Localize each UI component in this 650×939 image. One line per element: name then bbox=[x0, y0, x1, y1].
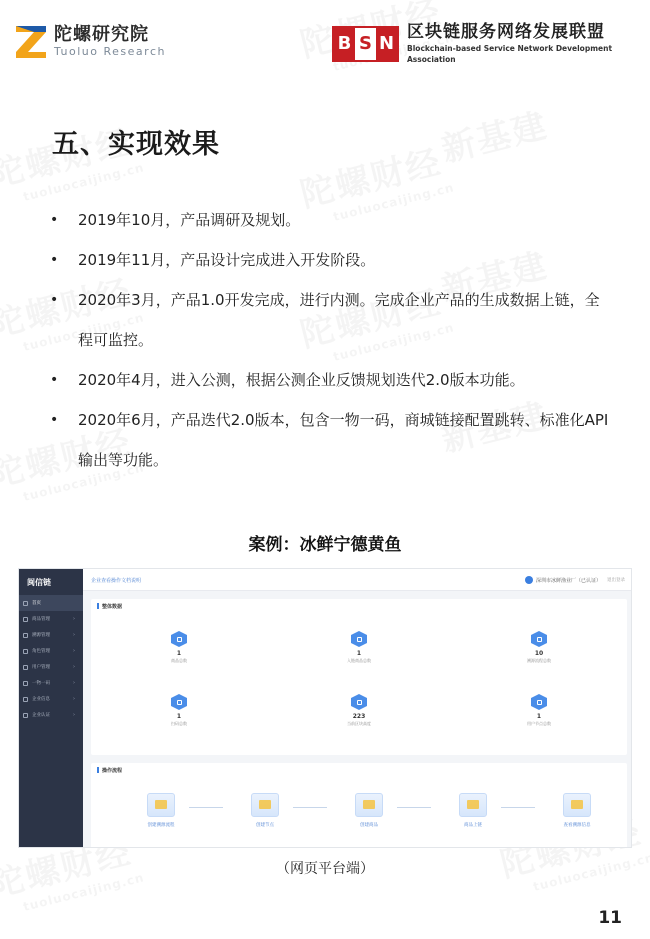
sidebar-item-users[interactable]: 用户管理 › bbox=[19, 659, 83, 675]
brand-name-en: Tuoluo Research bbox=[54, 45, 166, 58]
connector-line bbox=[397, 807, 431, 808]
list-item: • 2019年10月，产品调研及规划。 bbox=[50, 200, 610, 240]
user-menu[interactable]: 深圳市冰鲜渔业厂（已认证） bbox=[525, 576, 601, 584]
stat-card: 223 当前区块高度 bbox=[319, 694, 399, 727]
flow-illustration-icon bbox=[147, 793, 175, 817]
stat-card: 1 扫码总数 bbox=[139, 694, 219, 727]
bullet-icon: • bbox=[50, 292, 59, 308]
page-number: 11 bbox=[598, 908, 622, 928]
bsn-badge bbox=[332, 26, 399, 62]
chevron-right-icon: › bbox=[73, 696, 75, 702]
trace-icon bbox=[23, 633, 28, 638]
stat-card: 1 商品总数 bbox=[139, 631, 219, 664]
doc-link[interactable]: 企业查看操作文档说明 bbox=[91, 578, 142, 584]
avatar bbox=[525, 576, 533, 584]
chevron-right-icon: › bbox=[73, 680, 75, 686]
link-icon bbox=[531, 631, 547, 647]
topbar bbox=[83, 569, 631, 591]
tuoluo-z-logo-icon bbox=[14, 22, 48, 62]
bsn-name-en: Blockchain-based Service Network Development Association bbox=[407, 44, 613, 64]
tuoluo-logo bbox=[14, 20, 166, 64]
sidebar-item-roles[interactable]: 角色管理 › bbox=[19, 643, 83, 659]
process-step[interactable]: 创建商品 bbox=[339, 793, 399, 828]
platform-screenshot bbox=[18, 568, 632, 848]
sidebar-item-code[interactable]: 一物一码 › bbox=[19, 675, 83, 691]
bullet-icon: • bbox=[50, 372, 59, 388]
node-illustration-icon bbox=[251, 793, 279, 817]
logout-link[interactable]: 退出登录 bbox=[607, 578, 625, 583]
monitor-illustration-icon bbox=[563, 793, 591, 817]
section-title: 五、实现效果 bbox=[52, 129, 220, 160]
stat-card: 10 溯源流程总数 bbox=[499, 631, 579, 664]
scan-icon bbox=[171, 694, 187, 710]
connector-line bbox=[189, 807, 223, 808]
list-item: • 2020年4月，进入公测，根据公测企业反馈规划迭代2.0版本功能。 bbox=[50, 360, 610, 400]
upload-icon bbox=[351, 631, 367, 647]
chevron-right-icon: › bbox=[73, 664, 75, 670]
case-title: 案例：冰鲜宁德黄鱼 bbox=[248, 535, 402, 555]
stat-card: 1 用户节点总数 bbox=[499, 694, 579, 727]
sidebar-item-home[interactable]: 首页 bbox=[19, 595, 83, 611]
watermark bbox=[436, 98, 553, 172]
user-icon bbox=[23, 665, 28, 670]
block-icon bbox=[351, 694, 367, 710]
brand-name-cn: 陀螺研究院 bbox=[54, 24, 149, 45]
home-icon bbox=[23, 601, 28, 606]
chevron-right-icon: › bbox=[73, 632, 75, 638]
process-step[interactable]: 商品上链 bbox=[443, 793, 503, 828]
bullet-icon: • bbox=[50, 412, 59, 428]
sidebar-item-auth[interactable]: 企业认证 › bbox=[19, 707, 83, 723]
sidebar-item-products[interactable]: 商品管理 › bbox=[19, 611, 83, 627]
user-icon bbox=[171, 631, 187, 647]
company-icon bbox=[23, 697, 28, 702]
qrcode-icon bbox=[23, 681, 28, 686]
stat-card: 1 入链商品总数 bbox=[319, 631, 399, 664]
chevron-right-icon: › bbox=[73, 616, 75, 622]
sidebar-item-company[interactable]: 企业信息 › bbox=[19, 691, 83, 707]
overview-panel bbox=[91, 599, 627, 755]
process-title: 操作流程 bbox=[91, 763, 627, 777]
chevron-right-icon: › bbox=[73, 648, 75, 654]
bsn-letter-b: B bbox=[334, 28, 355, 60]
connector-line bbox=[501, 807, 535, 808]
overview-title: 整体数据 bbox=[91, 599, 627, 613]
role-icon bbox=[23, 649, 28, 654]
bsn-letter-n: N bbox=[376, 28, 397, 60]
bullet-icon: • bbox=[50, 212, 59, 228]
node-icon bbox=[531, 694, 547, 710]
list-item: • 2020年3月，产品1.0开发完成，进行内测。完成企业产品的生成数据上链，全程可监控。 bbox=[50, 280, 610, 360]
bsn-letter-s: S bbox=[355, 28, 376, 60]
product-illustration-icon bbox=[355, 793, 383, 817]
chevron-right-icon: › bbox=[73, 712, 75, 718]
figure-caption: （网页平台端） bbox=[276, 861, 374, 877]
list-item: • 2019年11月，产品设计完成进入开发阶段。 bbox=[50, 240, 610, 280]
process-step[interactable]: 创建节点 bbox=[235, 793, 295, 828]
platform-logo: 闽信链 bbox=[27, 577, 51, 587]
milestone-list bbox=[50, 200, 610, 480]
bullet-icon: • bbox=[50, 252, 59, 268]
box-icon bbox=[23, 617, 28, 622]
sidebar-item-trace[interactable]: 溯源管理 › bbox=[19, 627, 83, 643]
sidebar bbox=[19, 569, 83, 848]
connector-line bbox=[293, 807, 327, 808]
bsn-logo bbox=[332, 22, 650, 65]
list-item: • 2020年6月，产品迭代2.0版本，包含一物一码，商城链接配置跳转、标准化API输出等功能。 bbox=[50, 400, 610, 480]
process-step[interactable]: 查看溯源信息 bbox=[547, 793, 607, 828]
shield-icon bbox=[23, 713, 28, 718]
process-panel bbox=[91, 763, 627, 848]
chain-illustration-icon bbox=[459, 793, 487, 817]
bsn-name-cn: 区块链服务网络发展联盟 bbox=[407, 22, 605, 42]
process-step[interactable]: 创建溯源流程 bbox=[131, 793, 191, 828]
